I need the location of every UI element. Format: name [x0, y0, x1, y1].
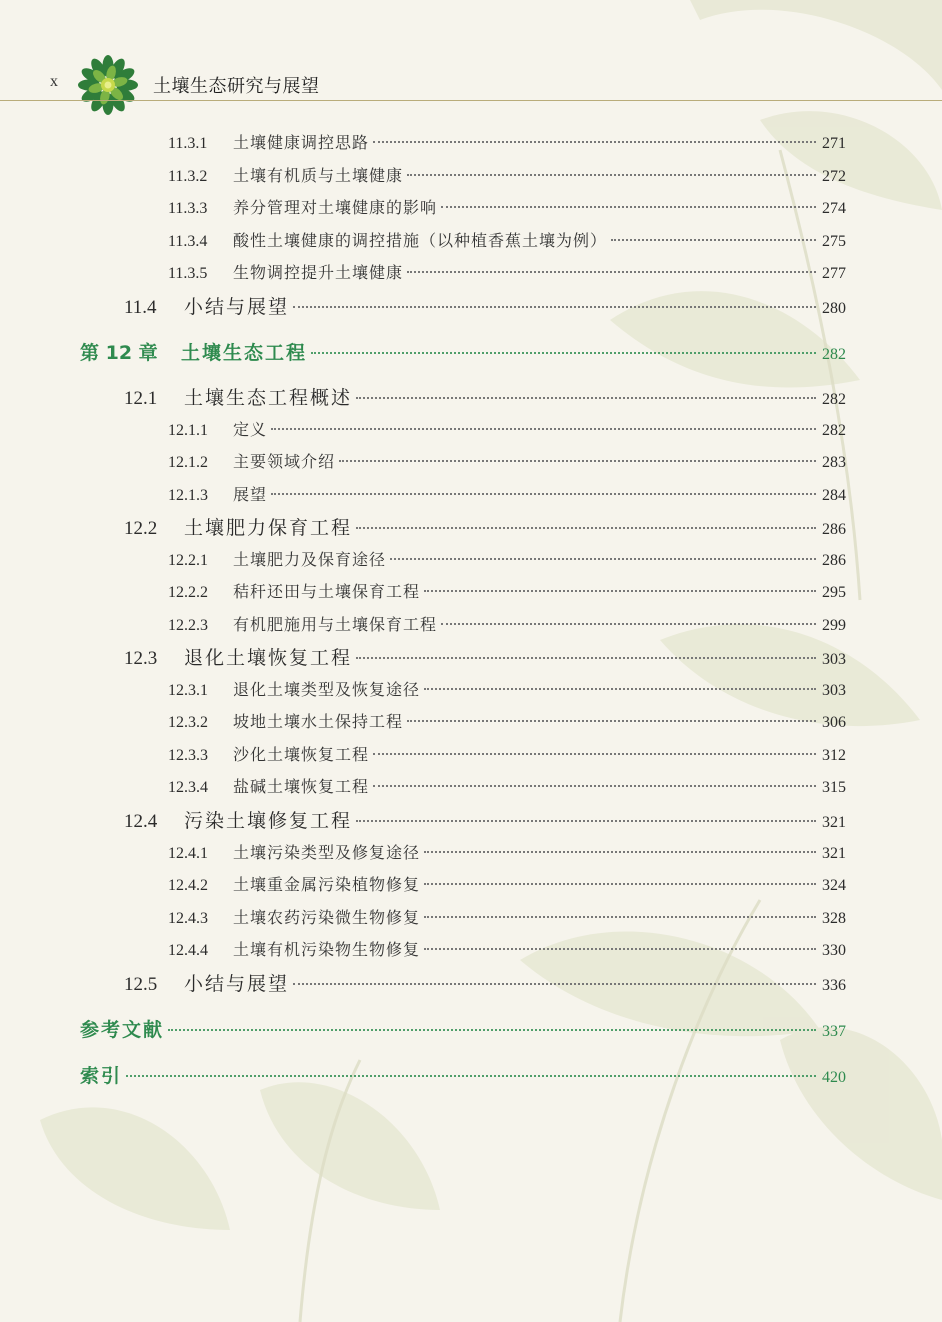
dot-leader: [424, 590, 816, 592]
dot-leader: [126, 1075, 816, 1077]
toc-entry[interactable]: [168, 709, 846, 737]
section-number: 12.4.3: [168, 910, 208, 927]
toc-entry[interactable]: [168, 195, 846, 223]
page-reference: 420: [822, 1069, 846, 1086]
dot-leader: [441, 206, 816, 208]
section-title: 展望: [233, 485, 268, 504]
green-flower-emblem-icon: [78, 55, 138, 115]
section-number: 12.3.4: [168, 779, 208, 796]
page-reference: 328: [822, 910, 846, 927]
header-divider: [0, 100, 942, 101]
toc-entry[interactable]: [124, 643, 846, 673]
page-number: x: [50, 73, 58, 90]
section-number: 11.3.2: [168, 168, 208, 185]
page-reference: 283: [822, 454, 846, 471]
page-reference: 274: [822, 200, 846, 217]
toc-index-entry[interactable]: [80, 1061, 846, 1093]
section-number: 12.2.3: [168, 617, 208, 634]
section-title: 盐碱土壤恢复工程: [233, 777, 370, 796]
dot-leader: [339, 460, 816, 462]
page-reference: 321: [822, 845, 846, 862]
dot-leader: [424, 916, 816, 918]
dot-leader: [373, 785, 816, 787]
section-title: 索引: [80, 1065, 123, 1087]
section-title: 生物调控提升土壤健康: [233, 263, 404, 282]
page-reference: 303: [822, 682, 846, 699]
section-title: 主要领域介绍: [233, 452, 336, 471]
toc-entry[interactable]: [124, 292, 846, 322]
section-title: 污染土壤修复工程: [184, 810, 353, 832]
section-title: 参考文献: [80, 1019, 165, 1041]
dot-leader: [611, 239, 816, 241]
section-title: 酸性土壤健康的调控措施（以种植香蕉土壤为例）: [233, 231, 608, 250]
section-title: 土壤肥力保育工程: [184, 517, 353, 539]
toc-entry[interactable]: [168, 449, 846, 477]
toc-entry[interactable]: [168, 228, 846, 256]
section-title: 坡地土壤水土保持工程: [233, 712, 404, 731]
page-reference: 336: [822, 977, 846, 994]
toc-entry[interactable]: [168, 417, 846, 445]
section-number: 11.4: [124, 297, 157, 318]
chapter-number: 第 12 章: [80, 342, 158, 364]
dot-leader: [373, 141, 816, 143]
toc-entry[interactable]: [168, 482, 846, 510]
page-reference: 315: [822, 779, 846, 796]
page-reference: 272: [822, 168, 846, 185]
dot-leader: [356, 527, 816, 529]
dot-leader: [424, 851, 816, 853]
section-title: 土壤有机质与土壤健康: [233, 166, 404, 185]
section-number: 12.2.1: [168, 552, 208, 569]
toc-entry[interactable]: [168, 163, 846, 191]
section-number: 11.3.5: [168, 265, 208, 282]
page-header: [0, 0, 942, 105]
section-number: 12.2: [124, 518, 158, 539]
page-reference: 321: [822, 814, 846, 831]
dot-leader: [407, 174, 816, 176]
page-reference: 286: [822, 552, 846, 569]
section-number: 12.3.1: [168, 682, 208, 699]
toc-entry[interactable]: [124, 969, 846, 999]
dot-leader: [356, 820, 816, 822]
section-title: 养分管理对土壤健康的影响: [233, 198, 438, 217]
section-number: 12.3.2: [168, 714, 208, 731]
page-reference: 299: [822, 617, 846, 634]
toc-entry[interactable]: [168, 840, 846, 868]
toc-entry[interactable]: [168, 905, 846, 933]
section-title: 沙化土壤恢复工程: [233, 745, 370, 764]
page-reference: 312: [822, 747, 846, 764]
toc-references-entry[interactable]: [80, 1015, 846, 1047]
section-title: 退化土壤类型及恢复途径: [233, 680, 421, 699]
section-number: 12.2.2: [168, 584, 208, 601]
page-reference: 271: [822, 135, 846, 152]
toc-entry[interactable]: [168, 130, 846, 158]
section-number: 12.5: [124, 974, 158, 995]
section-number: 11.3.1: [168, 135, 208, 152]
section-title: 土壤农药污染微生物修复: [233, 908, 421, 927]
toc-entry[interactable]: [168, 612, 846, 640]
book-title: 土壤生态研究与展望: [153, 76, 320, 97]
dot-leader: [311, 352, 816, 354]
section-number: 12.3.3: [168, 747, 208, 764]
toc-entry[interactable]: [168, 579, 846, 607]
section-number: 12.1.2: [168, 454, 208, 471]
page-reference: 277: [822, 265, 846, 282]
section-title: 有机肥施用与土壤保育工程: [233, 615, 438, 634]
section-number: 12.1: [124, 388, 158, 409]
dot-leader: [356, 657, 816, 659]
dot-leader: [293, 306, 816, 308]
page-reference: 282: [822, 346, 846, 363]
page-reference: 275: [822, 233, 846, 250]
page-reference: 280: [822, 300, 846, 317]
page-reference: 337: [822, 1023, 846, 1040]
dot-leader: [356, 397, 816, 399]
page-reference: 284: [822, 487, 846, 504]
section-title: 土壤生态工程概述: [184, 387, 353, 409]
dot-leader: [424, 883, 816, 885]
page-reference: 324: [822, 877, 846, 894]
toc-entry[interactable]: [168, 937, 846, 965]
section-number: 12.4.4: [168, 942, 208, 959]
dot-leader: [293, 983, 816, 985]
dot-leader: [424, 948, 816, 950]
dot-leader: [441, 623, 816, 625]
dot-leader: [407, 271, 816, 273]
section-number: 12.3: [124, 648, 158, 669]
section-number: 12.1.3: [168, 487, 208, 504]
toc-entry[interactable]: [168, 742, 846, 770]
toc-entry[interactable]: [168, 260, 846, 288]
dot-leader: [407, 720, 816, 722]
page-reference: 295: [822, 584, 846, 601]
toc-entry[interactable]: [168, 547, 846, 575]
section-number: 12.4.1: [168, 845, 208, 862]
page-reference: 282: [822, 422, 846, 439]
dot-leader: [271, 428, 816, 430]
page-reference: 282: [822, 391, 846, 408]
page-reference: 306: [822, 714, 846, 731]
toc-entry[interactable]: [168, 872, 846, 900]
toc-entry[interactable]: [124, 806, 846, 836]
section-title: 土壤健康调控思路: [233, 133, 370, 152]
dot-leader: [271, 493, 816, 495]
section-number: 12.4: [124, 811, 158, 832]
section-title: 定义: [233, 420, 268, 439]
toc-chapter-entry[interactable]: [80, 338, 846, 370]
section-title: 小结与展望: [184, 296, 290, 318]
page-reference: 303: [822, 651, 846, 668]
chapter-title: 土壤生态工程: [181, 342, 308, 364]
section-title: 秸秆还田与土壤保育工程: [233, 582, 421, 601]
toc-entry[interactable]: [168, 677, 846, 705]
dot-leader: [373, 753, 816, 755]
section-title: 土壤肥力及保育途径: [233, 550, 387, 569]
dot-leader: [390, 558, 816, 560]
section-title: 退化土壤恢复工程: [184, 647, 353, 669]
toc-entry[interactable]: [124, 383, 846, 413]
dot-leader: [424, 688, 816, 690]
dot-leader: [168, 1029, 816, 1031]
toc-entry[interactable]: [124, 513, 846, 543]
section-number: 12.4.2: [168, 877, 208, 894]
toc-entry[interactable]: [168, 774, 846, 802]
section-number: 11.3.4: [168, 233, 208, 250]
page-reference: 330: [822, 942, 846, 959]
section-number: 12.1.1: [168, 422, 208, 439]
section-title: 土壤重金属污染植物修复: [233, 875, 421, 894]
section-title: 土壤污染类型及修复途径: [233, 843, 421, 862]
section-title: 土壤有机污染物生物修复: [233, 940, 421, 959]
page-reference: 286: [822, 521, 846, 538]
section-number: 11.3.3: [168, 200, 208, 217]
section-title: 小结与展望: [184, 973, 290, 995]
